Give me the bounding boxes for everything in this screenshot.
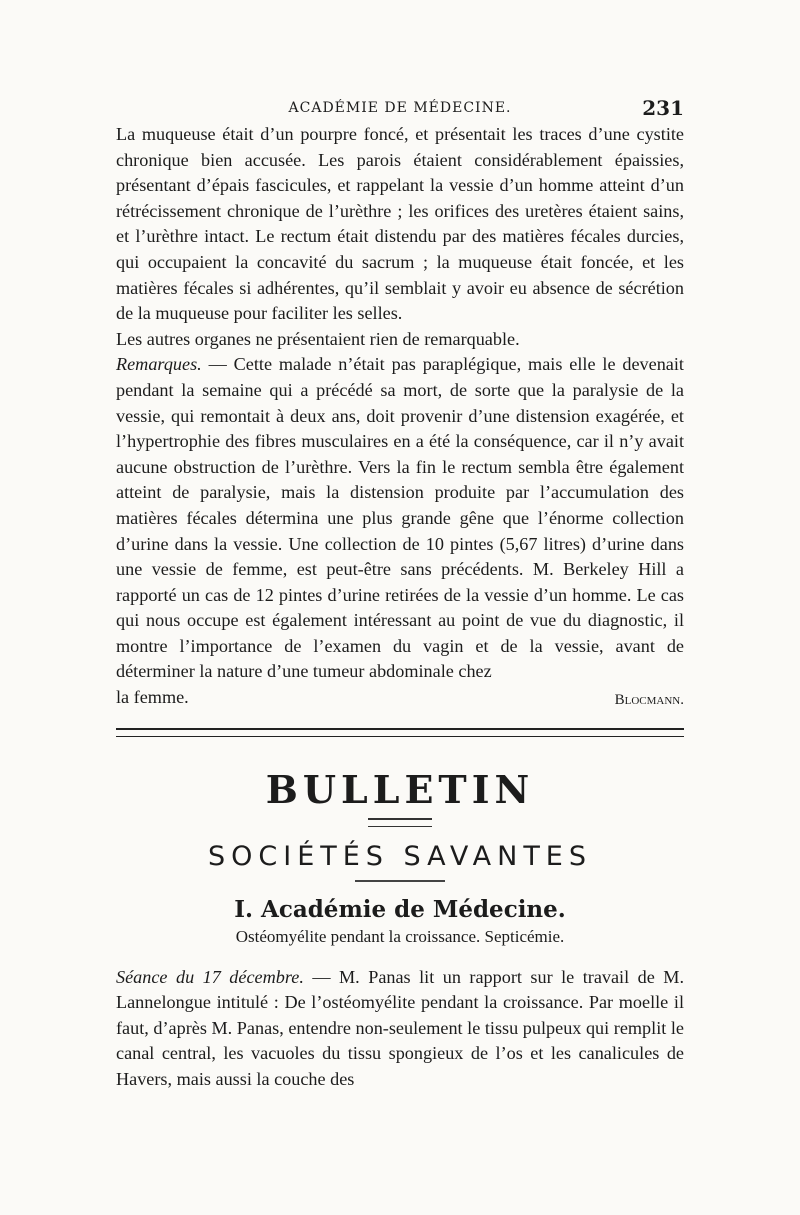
bulletin-heading: BULLETIN <box>265 766 535 812</box>
author-signature: Blocmann. <box>614 692 684 709</box>
running-title: ACADÉMIE DE MÉDECINE. <box>288 100 512 116</box>
paragraph-other-organs: Les autres organes ne présentaient rien de remarquable. <box>116 328 520 349</box>
section-title: I. Académie de Médecine. <box>234 895 566 923</box>
closing-line <box>116 685 684 714</box>
paragraph-autopsy: La muqueuse était d’un pourpre foncé, et présentait les traces d’une cystite chronique bien accusée. Les parois étaient considérablement épaissies, présentant d’épais fascicules, et rappelant la vessie d’un homme atteint d’un rétrécissement chronique de l’urèthre ; les orifices des uretères étaient sains, et l’urèthre intact. Le rectum était distendu par des matières fécales durcies, qui occupaient la concavité du sacrum ; la muqueuse était foncée, et les matières fécales si adhérentes, qu’il semblait y avoir eu absence de sécrétion de la muqueuse pour faciliter les selles. <box>116 124 684 324</box>
section-subtitle: Ostéomyélite pendant la croissance. Septicémie. <box>235 926 565 946</box>
paragraph-remarks <box>116 352 684 685</box>
page-number: 231 <box>642 96 684 120</box>
short-divider <box>355 880 445 882</box>
remarks-label: Remarques. <box>116 354 202 375</box>
article-body <box>116 122 684 714</box>
session-paragraph <box>116 965 684 1093</box>
remarks-text: — Cette malade n’était pas paraplégique, mais elle le devenait pendant la semaine qui a précédé sa mort, de sorte que la paralysie de la vessie, qui remontait à deux ans, doit provenir d’une distension exagérée, et l’hypertrophie des fibres musculaires en a été la conséquence, car il n’y avait aucune obstruction de l’urèthre. Vers la fin le rectum sembla être également atteint de paralysie, mais la distension produite par l’accumulation des matières fécales détermina une plus grande gêne que l’énorme collection d’urine dans la vessie. Une collection de 10 pintes (5,67 litres) d’urine dans une vessie de femme, est peut-être sans précédents. M. Berkeley Hill a rapporté un cas de 12 pintes d’urine retirées de la vessie d’un homme. Le cas qui nous occupe est également intéressant au point de vue du diagnostic, il montre l’importance de l’examen du vagin et de la vessie, avant de déterminer la nature d’une tumeur abdominale chez <box>116 354 684 682</box>
section-divider <box>116 728 684 737</box>
session-text: — M. Panas lit un rapport sur le travail de M. Lannelongue intitulé : De l’ostéomyélite pendant la croissance. Par moelle il faut, d’après M. Panas, entendre non-seulement le tissu pulpeux qui remplit le canal central, les vacuoles du tissu spongieux de l’os et les canalicules de Havers, mais aussi la couche des <box>116 966 685 1090</box>
running-header <box>116 96 684 122</box>
societies-heading: SOCIÉTÉS SAVANTES <box>207 840 593 872</box>
document-page <box>116 96 684 1093</box>
session-label: Séance du 17 décembre. <box>116 966 304 987</box>
closing-text: la femme. <box>116 687 189 708</box>
ornament-rule <box>116 818 684 827</box>
